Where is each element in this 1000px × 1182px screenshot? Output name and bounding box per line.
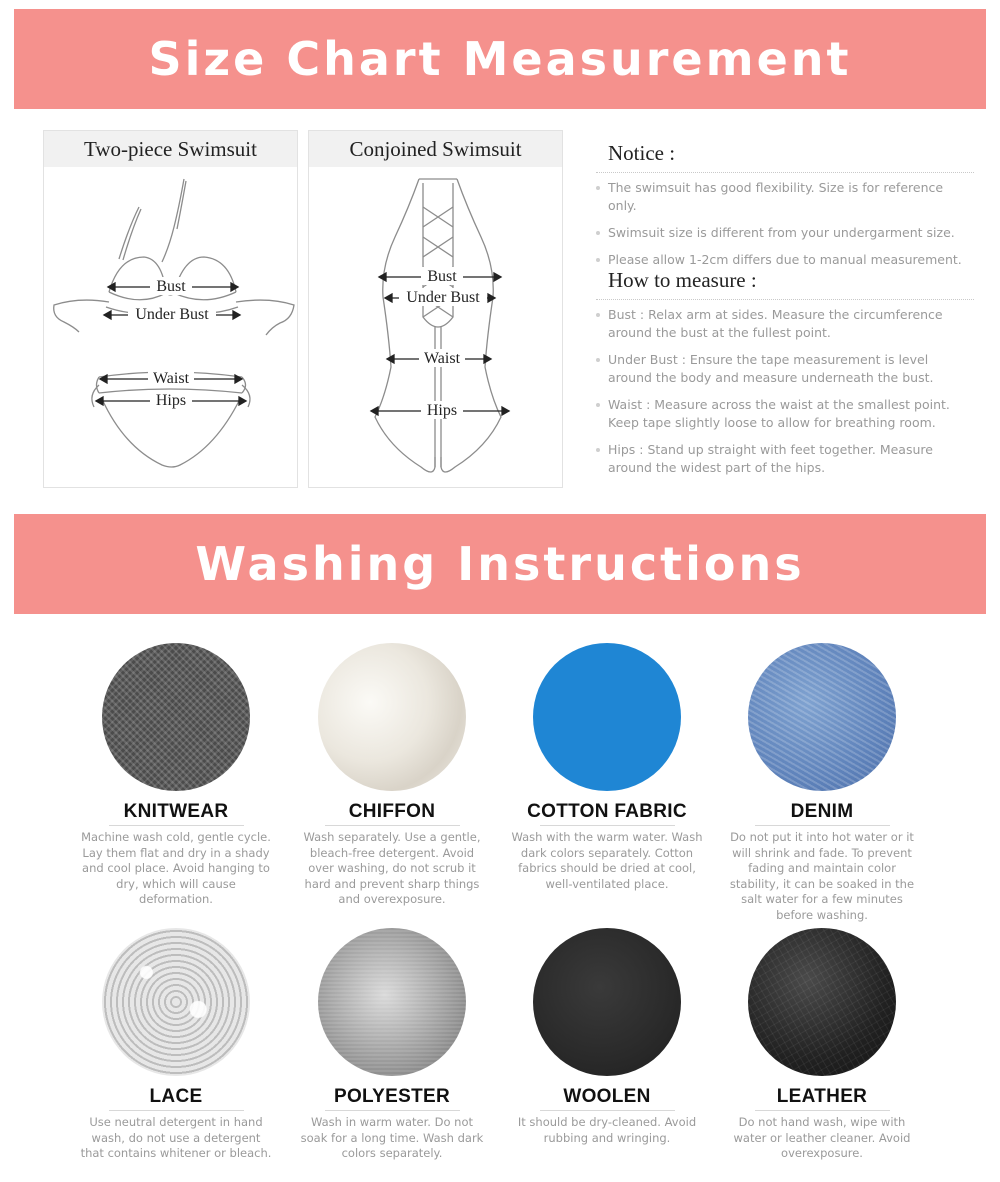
washing-banner	[14, 514, 986, 614]
fabric-description: Machine wash cold, gentle cycle. Lay them flat and dry in a shady and cool place. Avoid hanging to dry, which will cause deformation.	[81, 830, 271, 906]
two-piece-diagram	[43, 130, 298, 488]
fabric-name: POLYESTER	[333, 1086, 451, 1107]
two-piece-waist-label: Waist	[152, 370, 190, 387]
how-to-measure-list	[596, 306, 974, 477]
fabric-card-knitwear	[76, 643, 276, 908]
fabric-name: LEATHER	[776, 1086, 868, 1107]
chiffon-swatch	[318, 643, 466, 791]
notice-item: Please allow 1-2cm differs due to manual measurement.	[596, 251, 974, 269]
two-piece-under-bust-label: Under Bust	[135, 306, 209, 323]
fabric-card-leather	[722, 928, 922, 1162]
conjoined-illustration	[309, 167, 562, 487]
fabric-card-chiffon	[292, 643, 492, 908]
two-piece-bust-label: Bust	[156, 278, 186, 295]
divider	[540, 825, 675, 826]
fabric-card-woolen	[507, 928, 707, 1146]
fabric-card-cotton	[507, 643, 707, 892]
notice-section	[596, 141, 974, 278]
how-to-item: Hips : Stand up straight with feet together. Measure around the widest part of the hips.	[596, 441, 974, 477]
divider	[109, 1110, 244, 1111]
knitwear-swatch	[102, 643, 250, 791]
woolen-swatch	[533, 928, 681, 1076]
how-to-measure-section	[596, 268, 974, 486]
notice-list	[596, 179, 974, 269]
two-piece-hips-label: Hips	[155, 392, 187, 409]
divider	[540, 1110, 675, 1111]
notice-item: The swimsuit has good flexibility. Size is for reference only.	[596, 179, 974, 215]
fabric-description: Do not hand wash, wipe with water or leather cleaner. Avoid overexposure.	[733, 1115, 911, 1160]
how-to-item: Waist : Measure across the waist at the smallest point. Keep tape slightly loose to allow for breathing room.	[596, 396, 974, 432]
fabric-description: Wash with the warm water. Wash dark colors separately. Cotton fabrics should be dried at cool, well-ventilated place.	[511, 830, 703, 891]
conjoined-under-bust-label: Under Bust	[406, 289, 480, 306]
divider	[325, 825, 460, 826]
fabric-description: Wash separately. Use a gentle, bleach-free detergent. Avoid over washing, do not scrub it hard and prevent sharp things and overexposure.	[303, 830, 481, 906]
fabric-card-polyester	[292, 928, 492, 1162]
conjoined-title: Conjoined Swimsuit	[309, 131, 562, 167]
fabric-description: Use neutral detergent in hand wash, do not use a detergent that contains whitener or bleach.	[80, 1115, 272, 1160]
how-to-item: Under Bust : Ensure the tape measurement is level around the body and measure underneath the bust.	[596, 351, 974, 387]
divider	[109, 825, 244, 826]
fabric-card-lace	[76, 928, 276, 1162]
fabric-card-denim	[722, 643, 922, 923]
divider	[755, 825, 890, 826]
size-chart-banner	[14, 9, 986, 109]
cotton-swatch	[533, 643, 681, 791]
fabric-name: KNITWEAR	[123, 801, 229, 822]
divider	[755, 1110, 890, 1111]
denim-swatch	[748, 643, 896, 791]
fabric-name: DENIM	[790, 801, 854, 822]
conjoined-hips-label: Hips	[426, 402, 458, 419]
fabric-name: COTTON FABRIC	[527, 801, 687, 822]
conjoined-waist-label: Waist	[423, 350, 461, 367]
size-chart-title: Size Chart Measurement	[148, 32, 852, 86]
fabric-description: Wash in warm water. Do not soak for a long time. Wash dark colors separately.	[300, 1115, 484, 1160]
leather-swatch	[748, 928, 896, 1076]
divider	[325, 1110, 460, 1111]
fabric-name: WOOLEN	[563, 1086, 651, 1107]
conjoined-bust-label: Bust	[427, 268, 457, 285]
how-to-measure-heading: How to measure :	[596, 268, 974, 300]
notice-item: Swimsuit size is different from your undergarment size.	[596, 224, 974, 242]
fabric-name: CHIFFON	[348, 801, 436, 822]
lace-swatch	[102, 928, 250, 1076]
fabric-name: LACE	[149, 1086, 203, 1107]
washing-title: Washing Instructions	[195, 537, 805, 591]
notice-heading: Notice :	[596, 141, 974, 173]
how-to-item: Bust : Relax arm at sides. Measure the circumference around the bust at the fullest point.	[596, 306, 974, 342]
fabric-description: It should be dry-cleaned. Avoid rubbing and wringing.	[517, 1115, 697, 1145]
conjoined-diagram	[308, 130, 563, 488]
two-piece-illustration	[44, 167, 297, 487]
fabric-description: Do not put it into hot water or it will shrink and fade. To prevent fading and maintain color stability, it can be soaked in the salt water for a few minutes before washing.	[729, 830, 915, 922]
two-piece-title: Two-piece Swimsuit	[44, 131, 297, 167]
polyester-swatch	[318, 928, 466, 1076]
